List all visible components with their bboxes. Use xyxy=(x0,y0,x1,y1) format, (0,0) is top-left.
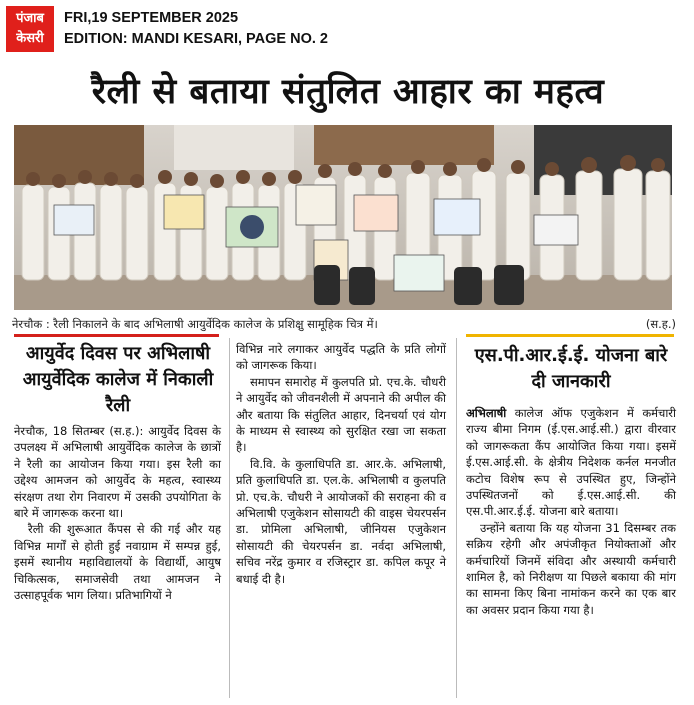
story1-column-1 xyxy=(14,423,221,603)
caption-text: नेरचौक : रैली निकालने के बाद अभिलाषी आयुर्वेदिक कालेज के प्रशिक्षु सामूहिक चित्र में। xyxy=(12,317,378,331)
column-divider-2 xyxy=(456,338,457,698)
story1-subheadline: आयुर्वेद दिवस पर अभिलाषी आयुर्वेदिक कालेज में निकाली रैली xyxy=(22,343,214,416)
photo-credit: (स.ह.) xyxy=(645,317,676,331)
group-photo xyxy=(14,125,672,310)
story2-paragraph-1-text: कालेज ऑफ एजुकेशन में कर्मचारी राज्य बीमा निगम (ई.एस.आई.सी.) द्वारा वीरवार को जागरूकता कैंप आयोजित किया गया। इसमें ई.एस.आई.सी. के क्षेत्रीय निदेशक कर्नल मनजीत कटोच विशेष रूप से उपस्थित हुए, जिन्होंने उपस्थितजनों को ई.एस.आई.सी. की एस.पी.आर.ई.ई. योजना बारे बताया। xyxy=(466,406,676,519)
story2-lead-word: अभिलाषी xyxy=(466,406,507,420)
newspaper-logo xyxy=(6,6,54,52)
story2-column xyxy=(466,405,676,618)
publication-date: FRI,19 SEPTEMBER 2025 xyxy=(64,10,239,26)
logo-line-2: केसरी xyxy=(16,31,44,46)
story2-rule xyxy=(466,334,674,337)
masthead-meta xyxy=(64,8,328,50)
page-headline: रैली से बताया संतुलित आहार का महत्व xyxy=(91,72,605,112)
group-photo-illustration xyxy=(14,125,672,310)
story2-paragraph-2: उन्होंने बताया कि यह योजना 31 दिसम्बर तक सक्रिय रहेगी और अपंजीकृत नियोक्ताओं और कर्मचारियों जिनमें संविदा और अस्थायी कर्मचारी शामिल है, को निरीक्षण या पिछले बकाया की मांग का सामना किए बिना नामांकन करने का एक बार का अवसर प्रदान किया गया है। xyxy=(466,520,676,617)
column-divider-1 xyxy=(229,338,230,698)
story1-paragraph-1: नेरचौक, 18 सितम्बर (स.ह.): आयुर्वेद दिवस के उपलक्ष्य में अभिलाषी आयुर्वेदिक कालेज के छात्रों ने रैली का आयोजन किया गया। इस रैली का उद्देश्य आमजन को आयुर्वेद के महत्व, स्वास्थ्य संरक्षण तथा रोग निवारण में उसकी उपयोगिता के बारे में जागरूक करना था। xyxy=(14,424,221,521)
story1-column-2 xyxy=(236,341,446,587)
story1-paragraph-2: रैली की शुरूआत कैंपस से की गई और यह विभिन्न मार्गों से होती हुई नवाग्राम में सम्पन्न हुई, इसमें स्थानीय महाविद्यालयों के विद्यार्थी, आयुष चिकित्सक, समाजसेवी तथा आमजन ने उत्साहपूर्वक भाग लिया। प्रतिभागियों ने xyxy=(14,522,221,603)
edition-info: EDITION: MANDI KESARI, PAGE NO. 2 xyxy=(64,31,328,47)
story1-paragraph-4: समापन समारोह में कुलपति प्रो. एच.के. चौधरी ने आयुर्वेद को जीवनशैली में अपनाने की अपील की और बताया कि संतुलित आहार, दिनचर्या एवं योग के माध्यम से स्वास्थ्य को सुरक्षित रखा जा सकता है। xyxy=(236,374,446,455)
story2-paragraph-1 xyxy=(466,405,676,520)
story1-rule xyxy=(14,334,219,337)
logo-line-1: पंजाब xyxy=(16,11,44,26)
story1-paragraph-5: वि.वि. के कुलाधिपति डा. आर.के. अभिलाषी, प्रति कुलाधिपति डा. एल.के. अभिलाषी व कुलपति प्रो. एच.के. चौधरी ने आयोजकों की सराहना की व अभिलाषी एजुकेशन सोसायटी की वाइस चेयरपर्सन डा. प्रोमिला अभिलाषी, जीनियस एजुकेशन सोसायटी की चेयरपर्सन डा. नर्वदा अभिलाषी, सचिव नरेंद्र कुमार व रजिस्ट्रार डा. कपिल कपूर ने बधाई दी है। xyxy=(236,456,446,586)
story1-paragraph-3: विभिन्न नारे लगाकर आयुर्वेद पद्धति के प्रति लोगों को जागरूक किया। xyxy=(236,342,446,373)
story2-subheadline: एस.पी.आर.ई.ई. योजना बारे दी जानकारी xyxy=(474,345,668,392)
photo-caption xyxy=(12,316,682,332)
